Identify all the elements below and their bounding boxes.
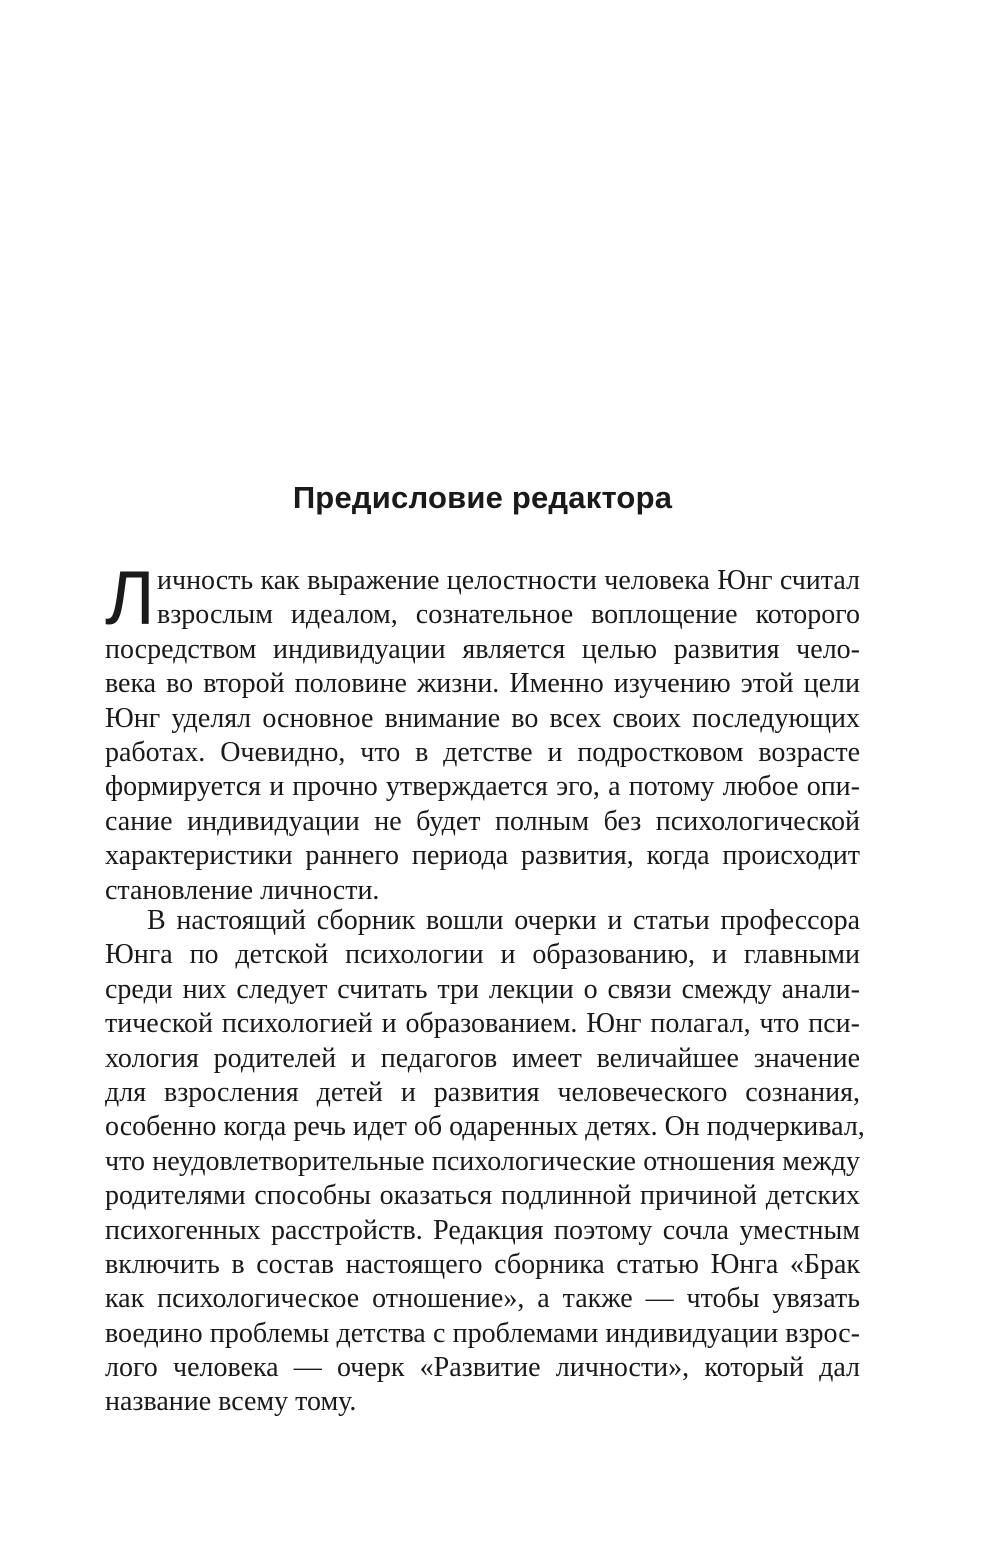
text-line: сание индивидуации не будет полным без психологической [105, 805, 860, 837]
drop-cap: Л [105, 556, 155, 641]
text-line: лого человека — очерк «Развитие личности», который дал [105, 1352, 860, 1384]
text-line: включить в состав настоящего сборника статью Юнга «Брак [105, 1248, 860, 1280]
text-line: В настоящий сборник вошли очерки и статьи профессора [147, 905, 860, 936]
text-line: формируется и прочно утверждается эго, а потому любое опи- [105, 771, 860, 803]
paragraph-2 [105, 904, 865, 1420]
text-line: тической психологией и образованием. Юнг полагал, что пси- [105, 1008, 860, 1040]
text-line: посредством индивидуации является целью развития чело- [105, 633, 860, 665]
text-line: Юнга по детской психологии и образованию, и главными [105, 939, 860, 971]
text-line: хология родителей и педагогов имеет величайшее значение [105, 1042, 860, 1074]
text-line: психогенных расстройств. Редакция поэтому сочла уместным [105, 1214, 860, 1246]
page-title: Предисловие редактора [292, 480, 673, 515]
text-line: воедино проблемы детства с проблемами индивидуации взрос- [105, 1317, 860, 1349]
text-line: Юнг уделял основное внимание во всех своих последующих [105, 702, 860, 734]
text-line: родителями способны оказаться подлинной причиной детских [105, 1180, 860, 1212]
text-line: для взросления детей и развития человеческого сознания, [105, 1076, 860, 1108]
text-line: становление личности. [105, 874, 380, 906]
text-line: название всему тому. [105, 1386, 357, 1418]
text-line: что неудовлетворительные психологические отношения между [105, 1145, 860, 1177]
text-line: особенно когда речь идет об одаренных детях. Он подчеркивал, [105, 1111, 865, 1143]
text-line: века во второй половине жизни. Именно изучению этой цели [105, 668, 860, 700]
paragraph-1 [105, 556, 860, 908]
text-line: взрослым идеалом, сознательное воплощение которого [157, 599, 860, 631]
text-line: характеристики раннего периода развития, когда происходит [105, 840, 860, 872]
text-line: как психологическое отношение», а также — чтобы увязать [105, 1283, 860, 1315]
text-line: работах. Очевидно, что в детстве и подростковом возрасте [105, 736, 860, 768]
text-line: среди них следует считать три лекции о связи смежду анали- [105, 973, 860, 1005]
text-line: ичность как выражение целостности человека Юнг считал [157, 565, 860, 596]
